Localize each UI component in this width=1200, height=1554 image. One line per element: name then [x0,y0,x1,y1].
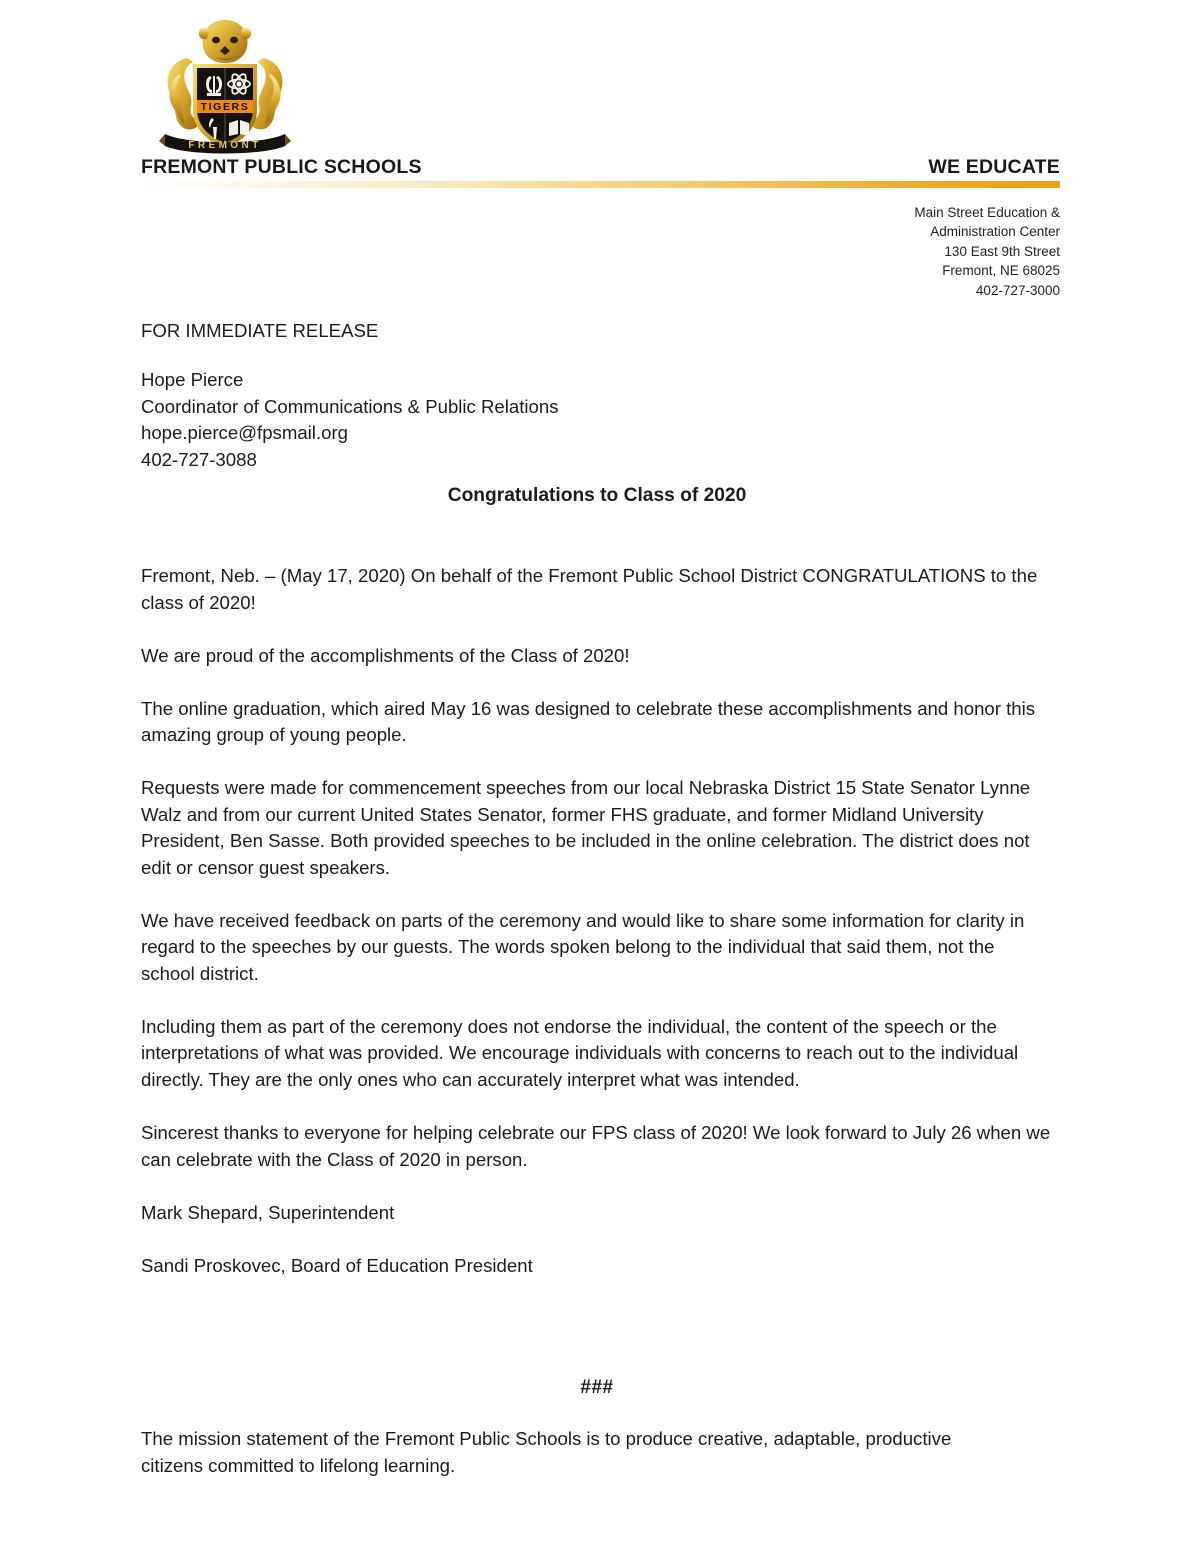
paragraph: We are proud of the accomplishments of the Class of 2020! [141,644,630,666]
signature-superintendent: Mark Shepard, Superintendent [141,1201,395,1223]
paragraph: Fremont, Neb. – (May 17, 2020) On behalf of the Fremont Public School District CONGRATULATIONS to the class of 2020! [141,565,1038,613]
signature-board-president: Sandi Proskovec, Board of Education President [141,1254,533,1276]
fremont-tigers-crest-icon [157,14,293,156]
body-paragraphs [141,563,1053,1306]
address-line: Fremont, NE 68025 [942,263,1060,279]
district-tagline: WE EDUCATE [928,156,1060,178]
contact-email: hope.pierce@fpsmail.org [141,422,348,443]
header-gradient-rule [141,181,1060,188]
address-line: Main Street Education & [914,205,1060,220]
crest-ribbon: FREMONT [188,140,262,151]
crest-motto-band: TIGERS [200,101,250,114]
address-line: 130 East 9th Street [944,243,1060,259]
paragraph: The online graduation, which aired May 16 was designed to celebrate these accomplishments and honor this amazing group of young people. [141,697,1036,746]
district-address-block [640,203,1060,300]
immediate-release-notice: FOR IMMEDIATE RELEASE [141,320,379,341]
end-of-release-marker: ### [580,1377,614,1398]
paragraph: We have received feedback on parts of the ceremony and would like to share some information for clarity in regard to the speeches by our guests. The words spoken belong to the individual that said them, not the school district. [141,909,1025,984]
mission-statement: The mission statement of the Fremont Public Schools is to produce creative, adaptable, productive citizens committed to lifelong learning. [141,1428,952,1476]
address-line: Administration Center [930,224,1060,240]
media-contact-block [141,367,841,473]
paragraph: Sincerest thanks to everyone for helping celebrate our FPS class of 2020! We look forward to July 26 when we can celebrate with the Class of 2020 in person. [141,1122,1051,1170]
contact-phone: 402-727-3088 [141,448,257,470]
district-wordmark: FREMONT PUBLIC SCHOOLS [141,156,422,178]
wordmark-row [141,156,1060,180]
paragraph: Requests were made for commencement speeches from our local Nebraska District 15 State Senator Lynne Walz and from our current United States Senator, former FHS graduate, and former Midland University President, Ben Sasse. Both provided speeches to be included in the online celebration. The district does not edit or censor guest speakers. [141,777,1031,878]
contact-title: Coordinator of Communications & Public Relations [141,395,559,417]
contact-name: Hope Pierce [141,369,244,390]
address-phone: 402-727-3000 [975,282,1060,298]
paragraph: Including them as part of the ceremony does not endorse the individual, the content of the speech or the interpretations of what was provided. We encourage individuals with concerns to reach out to the individual directly. They are the only ones who can accurately interpret what was intended. [141,1015,1019,1090]
page-title: Congratulations to Class of 2020 [447,485,747,506]
